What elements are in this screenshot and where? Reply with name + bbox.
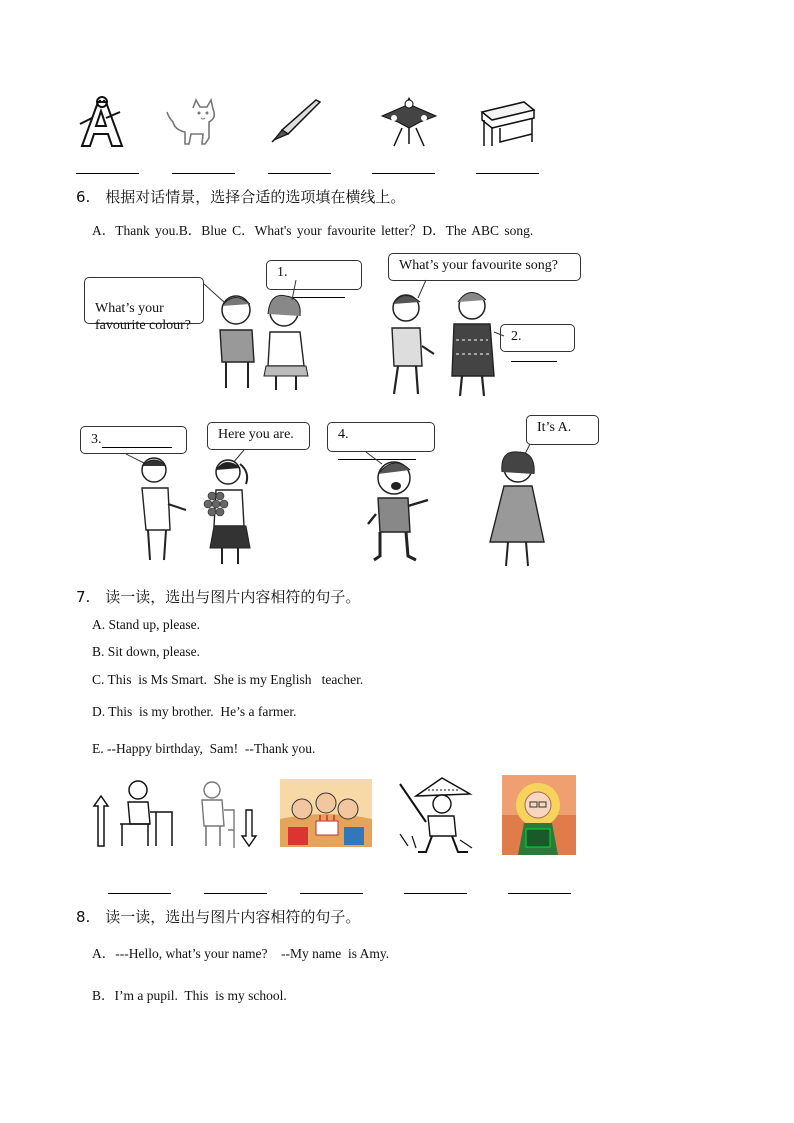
answer-blank-q7-4[interactable]: [404, 893, 467, 894]
q6-title: 6. 根据对话情景，选择合适的选项填在横线上。: [76, 188, 406, 206]
bubble-blank-4[interactable]: [327, 422, 435, 452]
answer-blank-q7-3[interactable]: [300, 893, 363, 894]
bubble-favourite-song: [388, 253, 581, 281]
blank-3-label: 3.: [91, 432, 102, 447]
q8-title: 8. 读一读，选出与图片内容相符的句子。: [76, 908, 361, 926]
bubble-blank-2[interactable]: [500, 324, 575, 352]
answer-blank-q7-2[interactable]: [204, 893, 267, 894]
q8-option-b: B．I’m a pupil. This is my school.: [92, 988, 287, 1003]
bubble-blank-3[interactable]: [80, 426, 187, 454]
answer-blank-top-4[interactable]: [372, 173, 435, 174]
sit-down-icon: [194, 780, 262, 852]
answer-blank-top-2[interactable]: [172, 173, 235, 174]
girl-dress-illustration: [484, 446, 548, 570]
boy-pointing-illustration: [366, 452, 436, 564]
kite-icon: [380, 96, 438, 148]
answer-blank-top-5[interactable]: [476, 173, 539, 174]
boy-man-song-illustration: [382, 280, 502, 398]
q7-option-c: C. This is Ms Smart. She is my English teacher.: [92, 672, 364, 687]
q7-option-d: D. This is my brother. He’s a farmer.: [92, 704, 297, 719]
boy-girl-colour-illustration: [200, 286, 324, 392]
cat-icon: [165, 98, 223, 146]
answer-blank-q7-5[interactable]: [508, 893, 571, 894]
bubble-its-a: [526, 415, 599, 445]
q7-title: 7. 读一读，选出与图片内容相符的句子。: [76, 588, 361, 606]
blank-4-label: 4.: [338, 427, 349, 442]
stand-up-icon: [92, 776, 176, 848]
farmer-icon: [398, 776, 480, 856]
teacher-icon: [502, 775, 576, 855]
pen-icon: [268, 98, 324, 144]
q7-option-a: A. Stand up, please.: [92, 617, 200, 632]
bubble-song-text: What’s your favourite song?: [399, 258, 559, 273]
bubble-favourite-colour: [84, 277, 204, 333]
bubble-here-you-are: [207, 422, 310, 450]
q7-option-b: B. Sit down, please.: [92, 644, 200, 659]
answer-blank-top-3[interactable]: [268, 173, 331, 174]
letter-a-icon: [76, 96, 126, 148]
boy-girl-grapes-illustration: [134, 454, 264, 566]
blank-1-label: 1.: [277, 265, 288, 280]
blank-2-label: 2.: [511, 329, 522, 344]
q7-option-e: E. --Happy birthday, Sam! --Thank you.: [92, 741, 316, 756]
q6-options: A．Thank you.B．Blue C．What's your favourite letter？D．The ABC song.: [92, 223, 534, 238]
birthday-party-icon: [280, 779, 372, 847]
answer-blank-q7-1[interactable]: [108, 893, 171, 894]
bubble-here-text: Here you are.: [218, 427, 294, 442]
bubble-its-a-text: It’s A.: [537, 420, 572, 435]
answer-blank-top-1[interactable]: [76, 173, 139, 174]
desk-icon: [476, 98, 536, 148]
bubble-colour-text: What’s your favourite colour?: [95, 301, 192, 333]
q8-option-a: A．---Hello, what’s your name? --My name is Amy.: [92, 946, 390, 961]
